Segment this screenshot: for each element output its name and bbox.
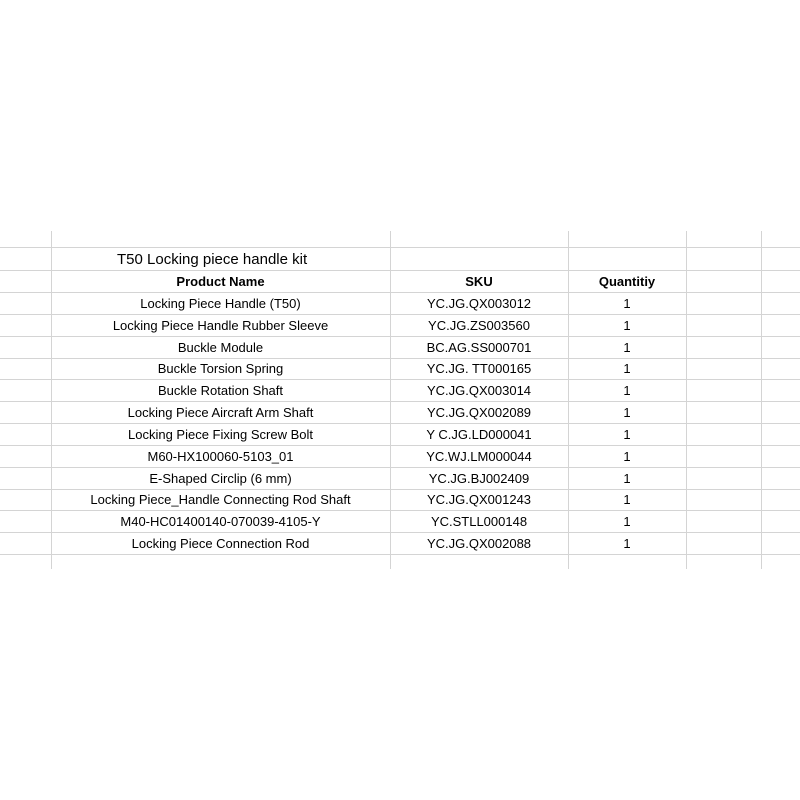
table-row (0, 380, 800, 402)
product-name-cell: E-Shaped Circlip (6 mm) (149, 471, 292, 486)
product-name-cell: Buckle Torsion Spring (157, 361, 284, 376)
product-name-cell: M40-HC01400140-070039-4105-Y (120, 514, 321, 529)
quantity-cell: 1 (623, 471, 631, 486)
table-header-row (0, 271, 800, 293)
quantity-cell: 1 (623, 318, 631, 333)
table-row (0, 533, 800, 555)
table-row (0, 358, 800, 380)
quantity-cell: 1 (623, 340, 631, 355)
header-sku: SKU (465, 274, 493, 289)
table-row (0, 424, 800, 446)
sku-cell: YC.JG. TT000165 (426, 361, 532, 376)
product-name-cell: Buckle Rotation Shaft (157, 383, 284, 398)
sku-cell: YC.JG.BJ002409 (428, 471, 530, 486)
quantity-cell: 1 (623, 492, 631, 507)
table-row (0, 315, 800, 337)
sku-cell: YC.JG.QX002088 (426, 536, 532, 551)
table-row (0, 337, 800, 359)
quantity-cell: 1 (623, 427, 631, 442)
sku-cell: YC.JG.ZS003560 (428, 318, 530, 333)
table-row (0, 468, 800, 490)
sku-cell: YC.JG.QX001243 (426, 492, 532, 507)
sku-cell: YC.STLL000148 (430, 514, 528, 529)
product-name-cell: Locking Piece Connection Rod (131, 536, 310, 551)
sku-cell: YC.JG.QX003014 (426, 383, 532, 398)
product-name-cell: Locking Piece Fixing Screw Bolt (128, 427, 313, 442)
product-name-cell: Locking Piece_Handle Connecting Rod Shaft (90, 492, 351, 507)
sku-cell: YC.JG.QX002089 (426, 405, 532, 420)
spreadsheet-grid (0, 231, 800, 569)
quantity-cell: 1 (623, 449, 631, 464)
quantity-cell: 1 (623, 514, 631, 529)
product-name-cell: Locking Piece Aircraft Arm Shaft (127, 405, 314, 420)
sku-cell: YC.JG.QX003012 (426, 296, 532, 311)
product-name-cell: Locking Piece Handle Rubber Sleeve (112, 318, 329, 333)
product-name-cell: M60-HX100060-5103_01 (147, 449, 294, 464)
quantity-cell: 1 (623, 405, 631, 420)
table-row (0, 446, 800, 468)
table-row (0, 489, 800, 511)
header-product-name: Product Name (176, 274, 265, 289)
grid-line (0, 247, 800, 248)
sheet-title: T50 Locking piece handle kit (117, 251, 308, 268)
product-name-cell: Buckle Module (177, 340, 264, 355)
product-name-cell: Locking Piece Handle (T50) (140, 296, 301, 311)
header-quantity: Quantitiy (598, 274, 656, 289)
sku-cell: BC.AG.SS000701 (426, 340, 532, 355)
quantity-cell: 1 (623, 361, 631, 376)
sku-cell: YC.WJ.LM000044 (426, 449, 532, 464)
table-row (0, 293, 800, 315)
table-row (0, 511, 800, 533)
quantity-cell: 1 (623, 296, 631, 311)
quantity-cell: 1 (623, 536, 631, 551)
quantity-cell: 1 (623, 383, 631, 398)
table-row (0, 402, 800, 424)
sku-cell: Y C.JG.LD000041 (426, 427, 532, 442)
